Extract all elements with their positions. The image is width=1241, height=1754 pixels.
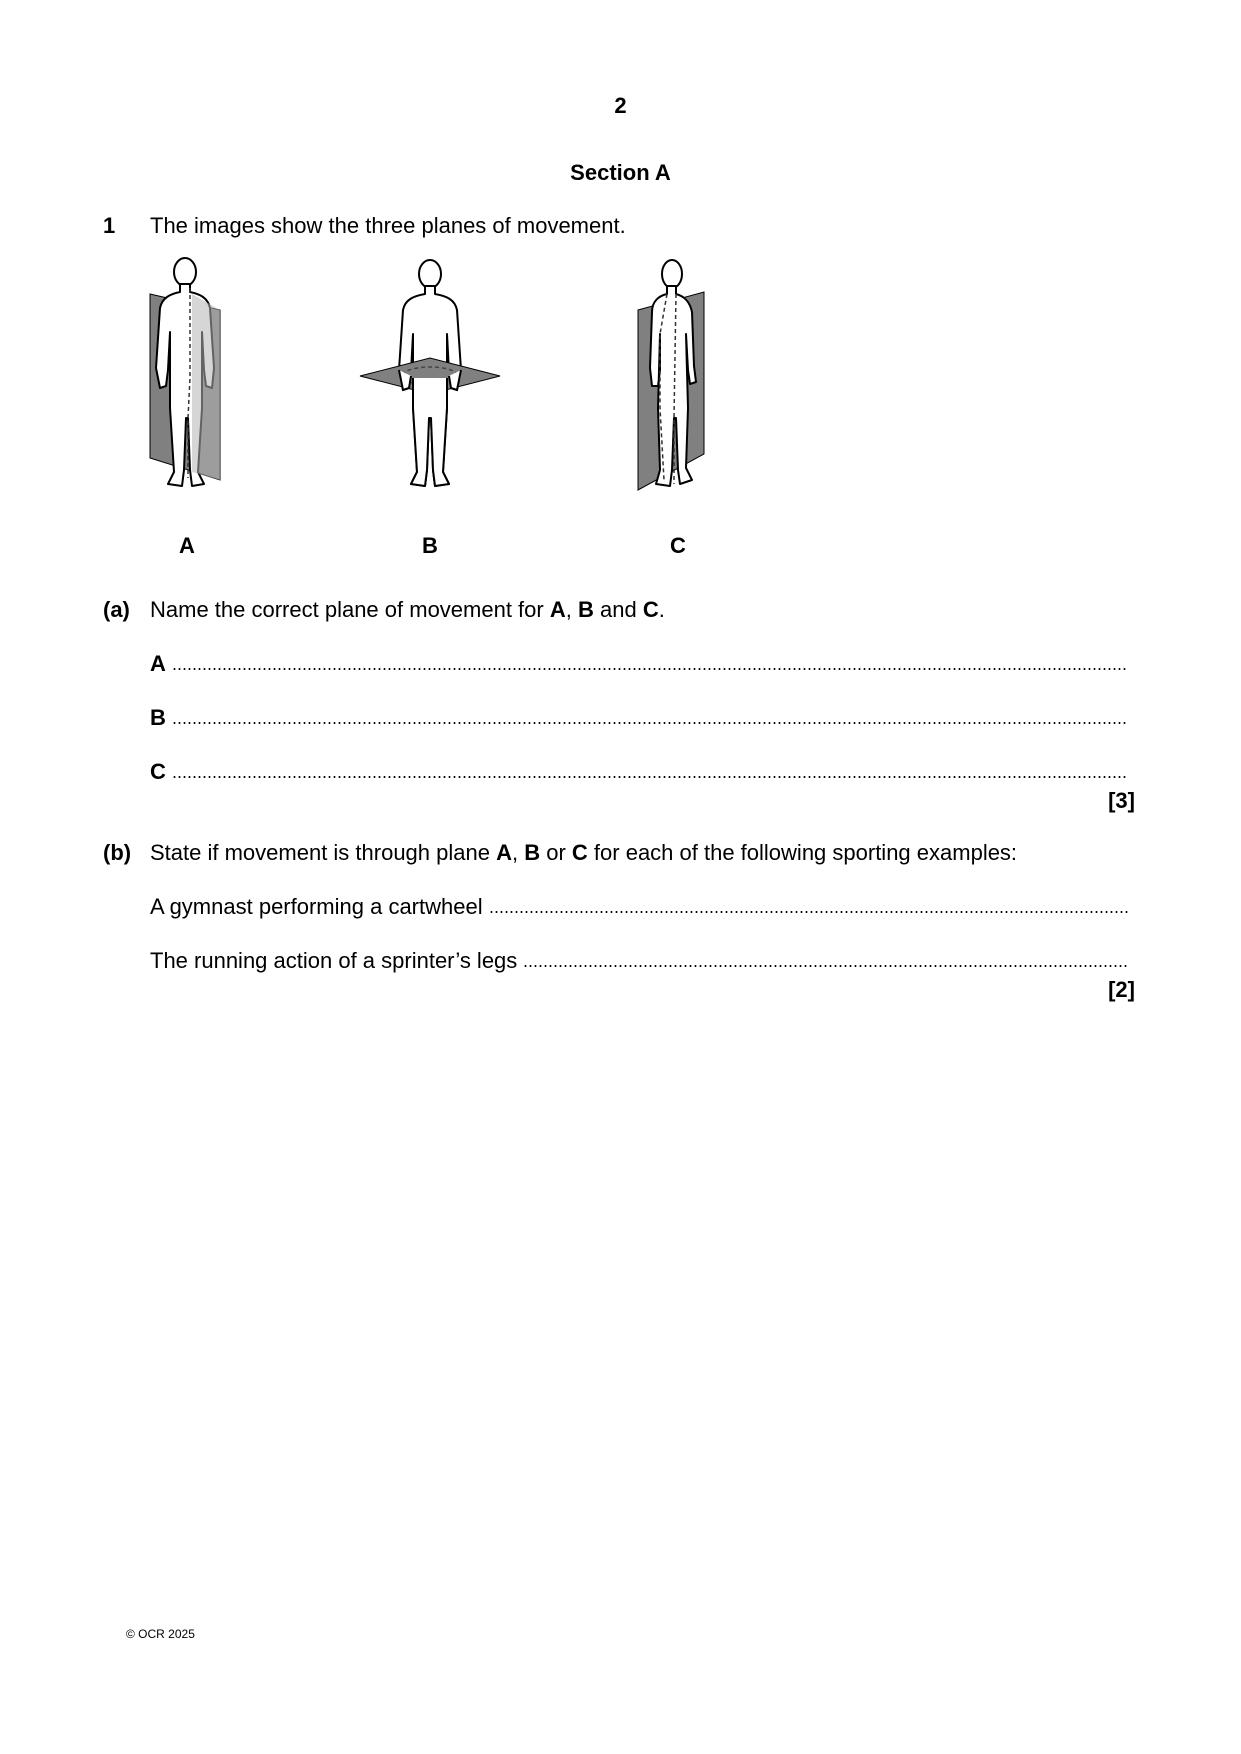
answer-line-c[interactable] [150, 759, 1128, 785]
answer-dots-b [172, 721, 1128, 725]
answer-line-b[interactable] [150, 705, 1128, 731]
question-number: 1 [103, 213, 116, 238]
example-line-sprinter[interactable] [150, 948, 1128, 974]
part-a-question: Name the correct plane of movement for A, B and C. [150, 597, 665, 622]
example-sprinter-text: The running action of a sprinter’s legs [150, 948, 518, 973]
part-b-marks: [2] [1108, 977, 1135, 1002]
example-sprinter-dots [523, 964, 1128, 968]
figure-label-a: A [179, 533, 195, 558]
answer-dots-a [172, 667, 1128, 671]
answer-label-c: C [150, 759, 166, 784]
part-a-label: (a) [103, 597, 130, 622]
part-b-question: State if movement is through plane A, B or C for each of the following sporting examples: [150, 840, 1018, 865]
question-intro: The images show the three planes of movement. [150, 213, 626, 238]
section-title: Section A [570, 160, 671, 185]
figure-a-sagittal-plane [140, 258, 240, 498]
figure-c-frontal-plane [630, 258, 720, 498]
answer-dots-c [172, 775, 1128, 779]
figure-b-transverse-plane [355, 258, 505, 498]
answer-label-b: B [150, 705, 166, 730]
example-cartwheel-text: A gymnast performing a cartwheel [150, 894, 483, 919]
example-cartwheel-dots [489, 910, 1128, 914]
figure-label-b: B [422, 533, 438, 558]
example-line-cartwheel[interactable] [150, 894, 1128, 920]
answer-label-a: A [150, 651, 166, 676]
part-b-label: (b) [103, 840, 132, 865]
copyright-footer: © OCR 2025 [126, 1627, 195, 1641]
part-a-marks: [3] [1108, 788, 1135, 813]
answer-line-a[interactable] [150, 651, 1128, 677]
page-number: 2 [614, 93, 627, 118]
figure-label-c: C [670, 533, 686, 558]
